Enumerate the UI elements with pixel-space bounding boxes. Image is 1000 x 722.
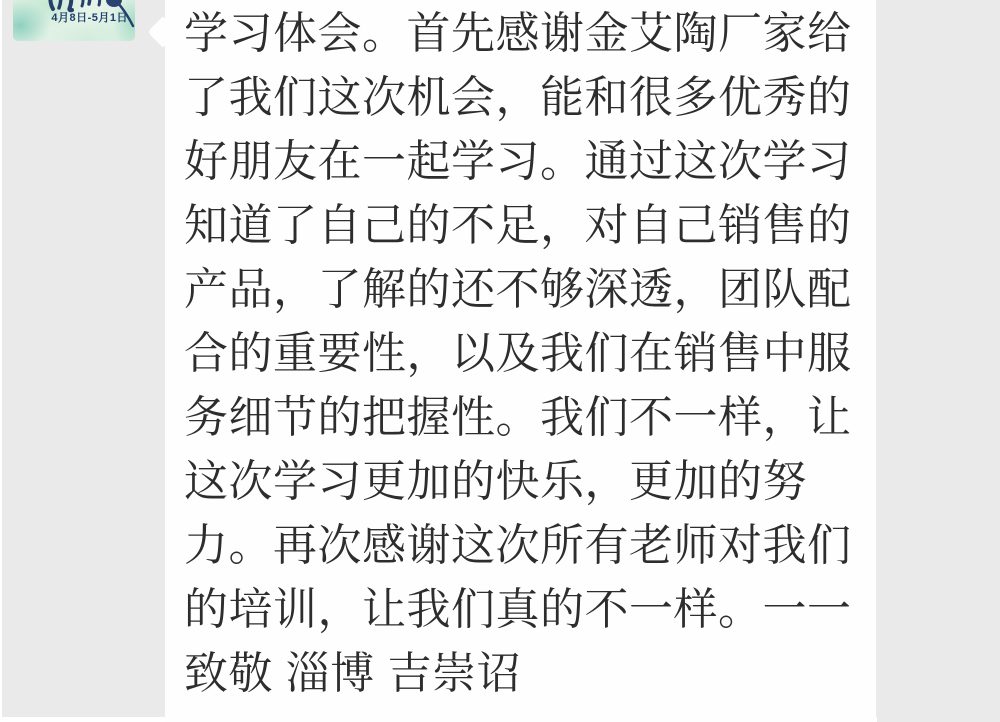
avatar-date-text: 4月8日-5月1日	[51, 12, 128, 24]
message-text: 学习体会。首先感谢金艾陶厂家给了我们这次机会，能和很多优秀的好朋友在一起学习。通过这次学习知道了自己的不足，对自己销售的产品，了解的还不够深透，团队配合的重要性，以及我们在销售中服务细节的把握性。我们不一样，让这次学习更加的快乐，更加的努力。再次感谢这次所有老师对我们的培训，让我们真的不一样。一一 致敬 淄博 吉崇诏	[184, 9, 852, 698]
chat-background-corner	[877, 717, 1000, 722]
message-bubble[interactable]	[165, 0, 876, 722]
avatar[interactable]	[13, 0, 135, 41]
